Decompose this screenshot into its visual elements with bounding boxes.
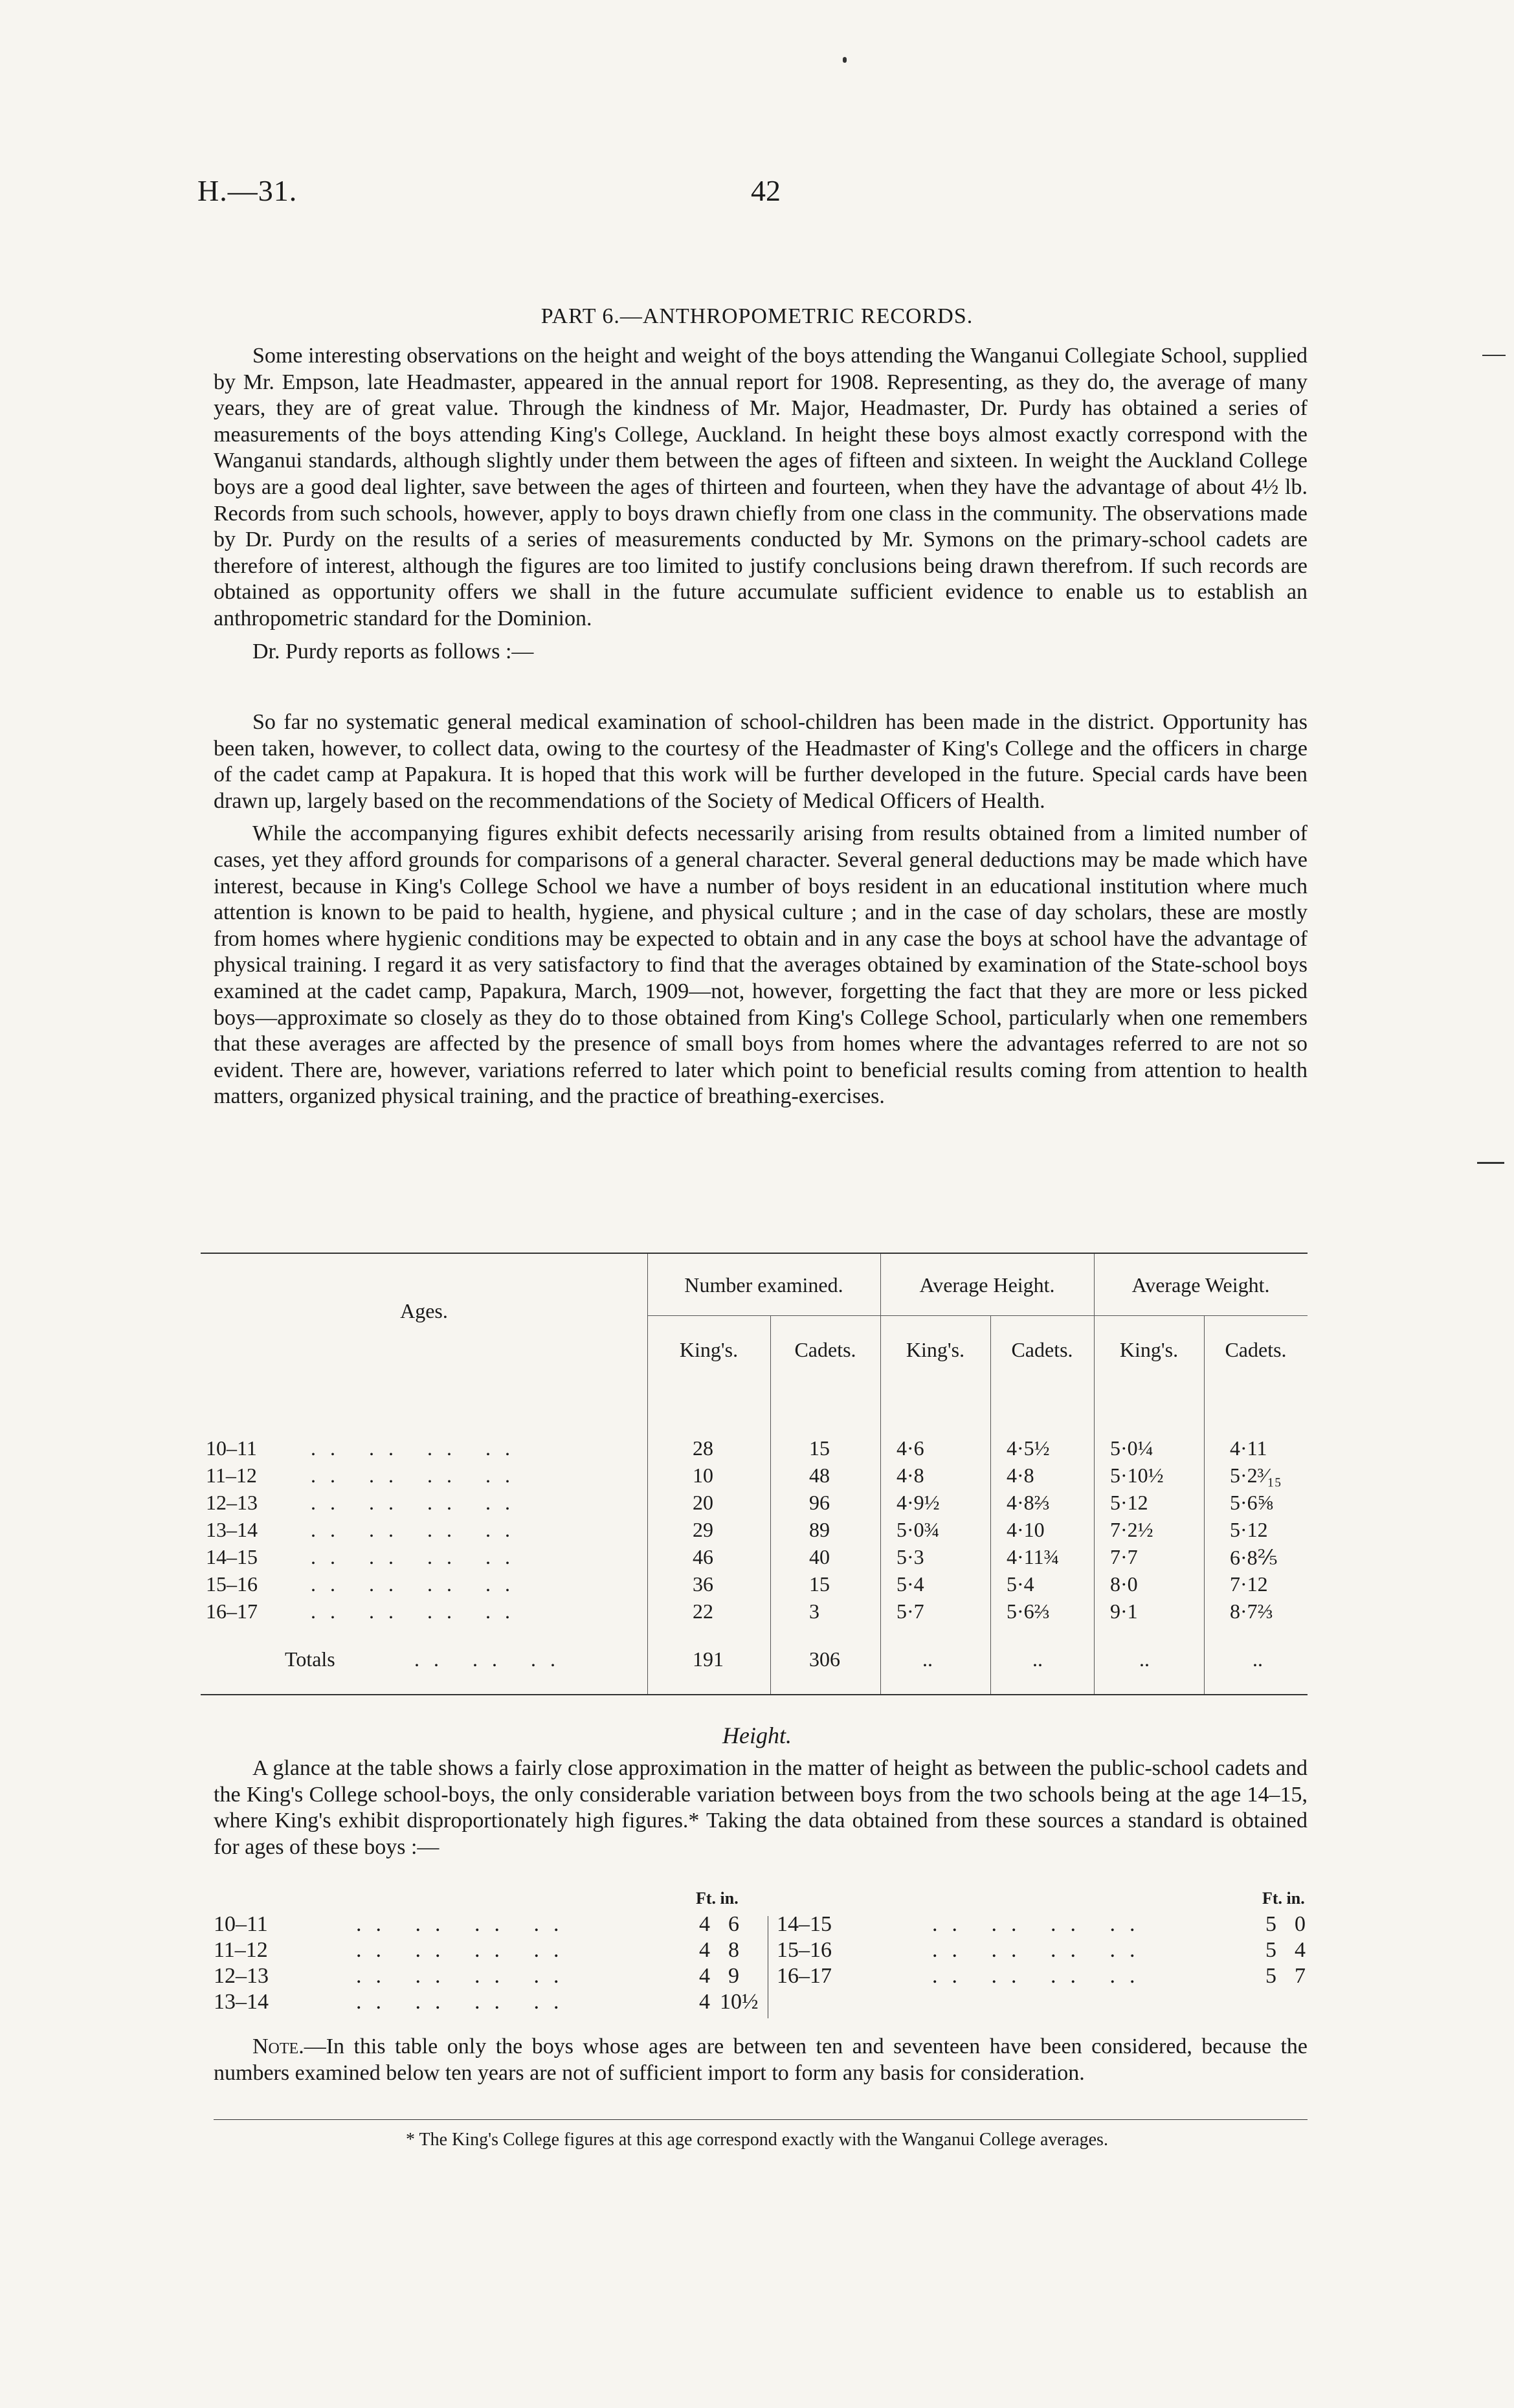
- table-row: [201, 1436, 1308, 1464]
- subheader-cadets: Cadets.: [1011, 1338, 1073, 1361]
- standard-row: [777, 1912, 1308, 1938]
- table-row: [201, 1464, 1308, 1491]
- height-subheading: Height.: [722, 1722, 792, 1748]
- number-cadets-cell: 40: [809, 1545, 830, 1568]
- empty-cell: ..: [1032, 1647, 1043, 1671]
- inches-cell: 0: [1295, 1912, 1306, 1936]
- age-cell: 10–11: [206, 1436, 257, 1460]
- inches-cell: 9: [728, 1964, 739, 1988]
- number-kings-cell: 36: [693, 1572, 713, 1596]
- height-cadets-cell: 4·8⅔: [1007, 1491, 1050, 1514]
- table-row: [201, 1572, 1308, 1600]
- subheader-kings: King's.: [1119, 1338, 1179, 1361]
- age-cell: 13–14: [214, 1990, 269, 2014]
- height-cadets-cell: 4·5½: [1007, 1436, 1050, 1460]
- footnote: * The King's College figures at this age correspond exactly with the Wanganui College averages.: [406, 2130, 1108, 2150]
- margin-mark: [1482, 355, 1506, 356]
- leader-dots: .. .. .. ..: [311, 1518, 524, 1541]
- feet-cell: 4: [699, 1964, 710, 1988]
- print-speck: [843, 57, 847, 63]
- paragraph: Dr. Purdy reports as follows :—: [252, 639, 534, 663]
- number-kings-cell: 28: [693, 1436, 713, 1460]
- leader-dots: .. .. ..: [414, 1647, 570, 1671]
- leader-dots: .. .. .. ..: [356, 1912, 573, 1936]
- number-kings-cell: 20: [693, 1491, 713, 1514]
- number-kings-cell: 10: [693, 1464, 713, 1487]
- ages-header: Ages.: [400, 1299, 448, 1322]
- weight-kings-cell: 7·7: [1110, 1545, 1138, 1568]
- standard-row: [214, 1964, 768, 1990]
- empty-cell: ..: [1252, 1647, 1263, 1671]
- leader-dots: .. .. .. ..: [311, 1436, 524, 1460]
- paragraph: A glance at the table shows a fairly close approximation in the matter of height as between the public-school cadets and the King's College school-boys, the only considerable variation between boys from the two schools being at the age 14–15, where King's exhibit disproportionately high figures.* Taking the data obtained from these sources a standard is obtained for ages of these boys :—: [214, 1756, 1308, 1859]
- document-code: H.—31.: [197, 174, 298, 207]
- age-cell: 11–12: [206, 1464, 257, 1487]
- empty-cell: ..: [1139, 1647, 1150, 1671]
- leader-dots: .. .. .. ..: [311, 1464, 524, 1487]
- intro-text: [214, 343, 1308, 665]
- weight-kings-cell: 5·12: [1110, 1491, 1148, 1514]
- height-kings-cell: 5·7: [896, 1600, 924, 1623]
- weight-kings-cell: 8·0: [1110, 1572, 1138, 1596]
- number-cadets-cell: 15: [809, 1436, 830, 1460]
- header-rule: [647, 1315, 1308, 1316]
- standard-row: [214, 1990, 768, 2016]
- weight-cadets-cell: 4·11: [1230, 1436, 1267, 1460]
- feet-cell: 4: [699, 1938, 710, 1962]
- height-cadets-cell: 5·4: [1007, 1572, 1034, 1596]
- standard-row: [777, 1938, 1308, 1964]
- unit-label: Ft. in.: [696, 1889, 739, 1908]
- paragraph: While the accompanying figures exhibit defects necessarily arising from results obtained from a limited number of cases, yet they afford grounds for comparisons of a general character. Several general deductions may be made which have interest, because in King's College School we have a number of boys resident in an educational institution where much attention is known to be paid to health, hygiene, and physical culture ; and in the case of day scholars, these are mostly from homes where hygienic conditions may be expected to obtain and in any case the boys at school have the advantage of physical training. I regard it as very satisfactory to find that the averages obtained by examination of the State-school boys examined at the cadet camp, Papakura, March, 1909—not, however, forgetting the fact that they are more or less picked boys—approximate so closely as they do to those obtained from King's College School, particularly when one remembers that these averages are affected by the presence of small boys from homes where the advantages referred to are not so evident. There are, however, variations referred to later which point to beneficial results coming from attention to health matters, organized physical training, and the practice of breathing-exercises.: [214, 821, 1308, 1109]
- table-row: [201, 1518, 1308, 1545]
- height-cadets-cell: 4·11¾: [1007, 1545, 1060, 1568]
- table-row: [201, 1600, 1308, 1627]
- leader-dots: .. .. .. ..: [311, 1491, 524, 1514]
- total-kings-cell: 191: [693, 1647, 724, 1671]
- number-cadets-cell: 48: [809, 1464, 830, 1487]
- weight-cadets-cell: 8·7⅔: [1230, 1600, 1273, 1623]
- age-cell: 14–15: [777, 1912, 832, 1936]
- leader-dots: .. .. .. ..: [311, 1600, 524, 1623]
- page-number: 42: [751, 174, 781, 207]
- inches-cell: 7: [1295, 1964, 1306, 1988]
- inches-cell: 4: [1295, 1938, 1306, 1962]
- leader-dots: .. .. .. ..: [311, 1572, 524, 1596]
- number-cadets-cell: 3: [809, 1600, 819, 1623]
- inches-cell: 8: [728, 1938, 739, 1962]
- group-header-average-height: Average Height.: [919, 1273, 1055, 1297]
- feet-cell: 4: [699, 1912, 710, 1936]
- age-cell: 16–17: [206, 1600, 258, 1623]
- age-cell: 10–11: [214, 1912, 268, 1936]
- weight-cadets-cell: 6·8⅖: [1230, 1546, 1278, 1569]
- height-kings-cell: 5·3: [896, 1545, 924, 1568]
- inches-cell: 10½: [720, 1990, 759, 2014]
- leader-dots: .. .. .. ..: [311, 1545, 524, 1568]
- age-cell: 14–15: [206, 1545, 258, 1568]
- table-row: [201, 1491, 1308, 1518]
- height-text: [214, 1756, 1308, 1860]
- height-kings-cell: 5·4: [896, 1572, 924, 1596]
- height-kings-cell: 4·8: [896, 1464, 924, 1487]
- leader-dots: .. .. .. ..: [932, 1912, 1150, 1936]
- height-kings-cell: 5·0¾: [896, 1518, 940, 1541]
- weight-kings-cell: 7·2½: [1110, 1518, 1153, 1541]
- empty-cell: ..: [922, 1647, 933, 1671]
- subheader-kings: King's.: [906, 1338, 965, 1361]
- table-row: [201, 1545, 1308, 1572]
- weight-kings-cell: 9·1: [1110, 1600, 1138, 1623]
- margin-mark: [1477, 1162, 1504, 1164]
- height-cadets-cell: 4·10: [1007, 1518, 1045, 1541]
- weight-kings-cell: 5·0¼: [1110, 1436, 1153, 1460]
- age-cell: 11–12: [214, 1938, 268, 1962]
- weight-cadets-cell: 5·12: [1230, 1518, 1268, 1541]
- totals-row: [201, 1647, 1308, 1675]
- totals-label: Totals: [285, 1647, 335, 1671]
- height-cadets-cell: 5·6⅔: [1007, 1600, 1050, 1623]
- feet-cell: 5: [1265, 1964, 1276, 1988]
- inches-cell: 6: [728, 1912, 739, 1936]
- subheader-cadets: Cadets.: [1225, 1338, 1287, 1361]
- leader-dots: .. .. .. ..: [932, 1938, 1150, 1962]
- weight-cadets-cell: 5·6⅝: [1230, 1491, 1273, 1514]
- anthropometric-table: [201, 1253, 1308, 1695]
- leader-dots: .. .. .. ..: [356, 1964, 573, 1988]
- group-header-average-weight: Average Weight.: [1131, 1273, 1270, 1297]
- unit-label: Ft. in.: [1262, 1889, 1305, 1908]
- paragraph: [214, 2034, 1308, 2086]
- height-kings-cell: 4·6: [896, 1436, 924, 1460]
- feet-cell: 5: [1265, 1912, 1276, 1936]
- height-cadets-cell: 4·8: [1007, 1464, 1034, 1487]
- subheader-cadets: Cadets.: [794, 1338, 856, 1361]
- paragraph: Some interesting observations on the height and weight of the boys attending the Wanganui Collegiate School, supplied by Mr. Empson, late Headmaster, appeared in the annual report for 1908. Representing, as they do, the average of many years, they are of great value. Through the kindness of Mr. Major, Headmaster, Dr. Purdy has obtained a series of measurements of the boys attending King's College, Auckland. In height these boys almost exactly correspond with the Wanganui standards, although slightly under them between the ages of fifteen and sixteen. In weight the Auckland College boys are a good deal lighter, save between the ages of thirteen and fourteen, when they have the advantage of about 4½ lb. Records from such schools, however, apply to boys drawn chiefly from one class in the community. The observations made by Dr. Purdy on the results of a series of measurements conducted by Mr. Symons on the primary-school cadets are therefore of interest, although the figures are too limited to justify conclusions being drawn therefrom. If such records are obtained as opportunity offers we shall in the future accumulate sufficient evidence to enable us to establish an anthropometric standard for the Dominion.: [214, 344, 1308, 630]
- total-cadets-cell: 306: [809, 1647, 840, 1671]
- age-cell: 13–14: [206, 1518, 258, 1541]
- age-cell: 12–13: [206, 1491, 258, 1514]
- note-body: —In this table only the boys whose ages are between ten and seventeen have been considered, because the numbers examined below ten years are not of sufficient import to form any basis for consideration.: [214, 2035, 1308, 2085]
- standard-row: [214, 1912, 768, 1938]
- footnote-rule: [214, 2119, 1308, 2120]
- subheader-kings: King's.: [679, 1338, 739, 1361]
- height-kings-cell: 4·9½: [896, 1491, 940, 1514]
- group-header-number-examined: Number examined.: [684, 1273, 843, 1297]
- note-text: [214, 2034, 1308, 2086]
- weight-cadets-cell: 5·2³⁄₁₅: [1230, 1464, 1282, 1487]
- age-cell: 12–13: [214, 1964, 269, 1988]
- height-standard-table: [214, 1889, 1308, 2018]
- age-cell: 15–16: [206, 1572, 258, 1596]
- number-cadets-cell: 89: [809, 1518, 830, 1541]
- number-kings-cell: 22: [693, 1600, 713, 1623]
- number-kings-cell: 29: [693, 1518, 713, 1541]
- age-cell: 16–17: [777, 1964, 832, 1988]
- leader-dots: .. .. .. ..: [356, 1990, 573, 2014]
- age-cell: 15–16: [777, 1938, 832, 1962]
- number-cadets-cell: 96: [809, 1491, 830, 1514]
- number-cadets-cell: 15: [809, 1572, 830, 1596]
- weight-kings-cell: 5·10½: [1110, 1464, 1164, 1487]
- section-title: PART 6.—ANTHROPOMETRIC RECORDS.: [540, 304, 974, 328]
- report-text: [214, 709, 1308, 1110]
- feet-cell: 5: [1265, 1938, 1276, 1962]
- note-label: Note.: [252, 2035, 304, 2058]
- leader-dots: .. .. .. ..: [932, 1964, 1150, 1988]
- weight-cadets-cell: 7·12: [1230, 1572, 1268, 1596]
- feet-cell: 4: [699, 1990, 710, 2014]
- standard-row: [777, 1964, 1308, 1990]
- standard-row: [214, 1938, 768, 1964]
- number-kings-cell: 46: [693, 1545, 713, 1568]
- leader-dots: .. .. .. ..: [356, 1938, 573, 1962]
- paragraph: So far no systematic general medical examination of school-children has been made in the district. Opportunity has been taken, however, to collect data, owing to the courtesy of the Headmaster of King's College and the officers in charge of the cadet camp at Papakura. It is hoped that this work will be further developed in the future. Special cards have been drawn up, largely based on the recommendations of the Society of Medical Officers of Health.: [214, 710, 1308, 813]
